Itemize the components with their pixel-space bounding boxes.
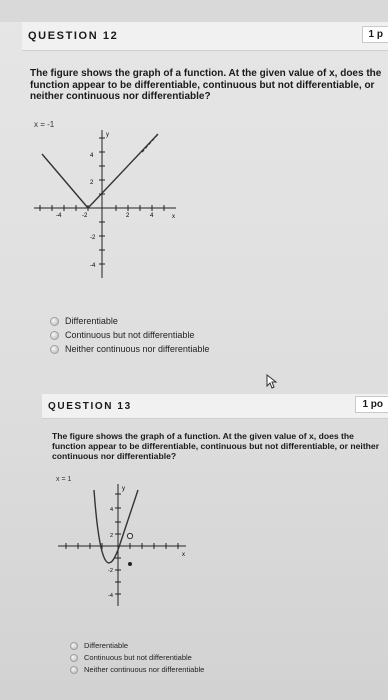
cursor-icon [264,374,278,390]
radio-icon[interactable] [70,666,78,674]
radio-icon[interactable] [70,642,78,650]
q12-x-label: x [172,214,175,220]
q12-tick-y4: 4 [90,153,94,159]
radio-icon[interactable] [70,654,78,662]
q13-tick-yn4: -4 [108,593,113,599]
question-12-option-1[interactable] [50,316,118,326]
q13-tick-y4: 4 [110,507,114,513]
question-12-option-3[interactable] [50,344,209,354]
question-13-option-3[interactable] [70,665,204,674]
q12-tick-yn4: -4 [90,263,96,269]
option-label: Differentiable [84,641,129,650]
radio-icon[interactable] [50,331,59,340]
q12-tick-n4: -4 [56,213,62,219]
question-12-prompt: The figure shows the graph of a function. At the given value of x, does the function appear to be differentiable, continuous but not differentiable, or neither continuous nor differentiable? [30,68,382,103]
q12-tick-n2: -2 [82,213,88,219]
option-label: Neither continuous nor differentiable [65,344,210,354]
question-13-option-1[interactable] [70,641,128,650]
q12-tick-y2: 2 [90,180,94,186]
option-label: Continuous but not differentiable [84,653,192,662]
question-12-title: QUESTION 12 [28,30,119,42]
question-12-option-2[interactable] [50,330,194,340]
q12-tick-p2: 2 [126,213,130,219]
question-12-x-value: x = -1 [34,120,55,129]
question-12-header [22,22,388,51]
question-13-prompt: The figure shows the graph of a function. At the given value of x, does the function appear to be differentiable, continuous but not differentiable, or neither continuous nor differentiable? [52,431,380,461]
question-13-header [42,394,388,419]
question-12-graph [30,124,180,284]
option-label: Differentiable [65,316,118,326]
question-13-graph [54,480,190,610]
q12-tick-yn2: -2 [90,235,96,241]
q12-tick-p4: 4 [150,213,154,219]
q13-tick-y2: 2 [110,533,114,539]
question-13-title: QUESTION 13 [48,401,132,412]
option-label: Continuous but not differentiable [65,330,195,340]
radio-icon[interactable] [50,345,59,354]
option-label: Neither continuous nor differentiable [84,665,205,674]
question-12-points: 1 p [362,26,388,43]
question-13-points: 1 po [355,396,388,413]
question-13-x-value: x = 1 [56,476,72,483]
q13-y-label: y [122,486,125,492]
question-13-option-2[interactable] [70,653,192,662]
top-strip [0,0,388,22]
q13-tick-yn2: -2 [108,568,113,574]
q12-y-label: y [106,132,109,138]
q13-x-label: x [182,552,185,558]
radio-icon[interactable] [50,317,59,326]
